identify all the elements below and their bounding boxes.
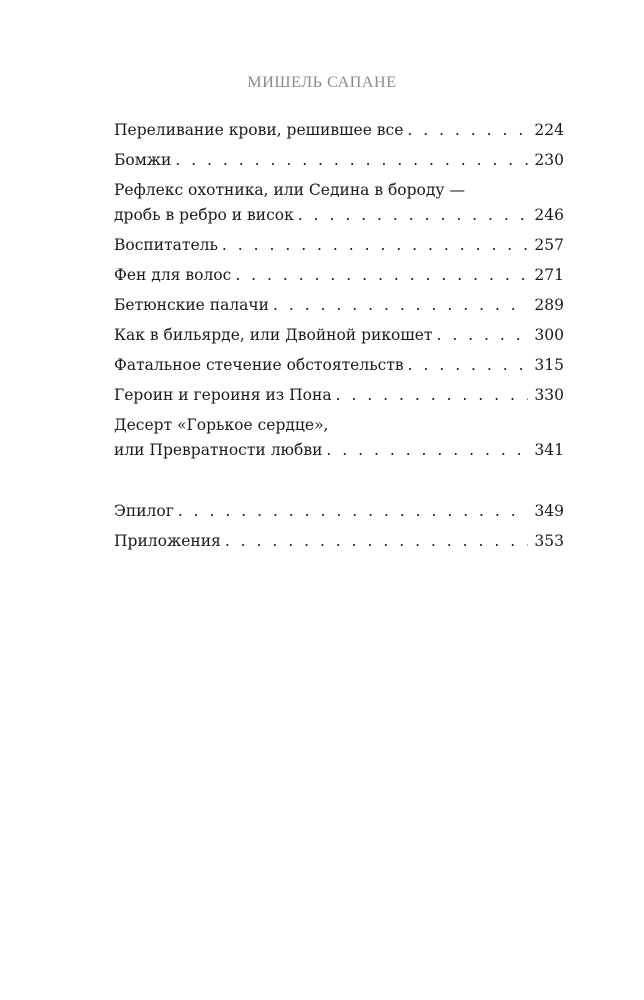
toc-entry-title-line1: Десерт «Горькое сердце», xyxy=(114,416,329,434)
dot-leader xyxy=(178,499,528,524)
toc-entry-page: 341 xyxy=(534,441,564,459)
toc-entry-title-line1: Рефлекс охотника, или Седина в бороду — xyxy=(114,181,465,199)
toc-entry xyxy=(114,148,564,173)
dot-leader xyxy=(336,383,528,408)
dot-leader xyxy=(175,148,528,173)
toc-entry xyxy=(114,118,564,143)
toc-entry-title: Фен для волос xyxy=(114,266,232,284)
toc-entry-title: Переливание крови, решившее все xyxy=(114,121,404,139)
toc-entry-title: Приложения xyxy=(114,532,221,550)
dot-leader xyxy=(408,353,528,378)
dot-leader xyxy=(235,263,528,288)
toc-entry-page: 330 xyxy=(534,386,564,404)
toc-entry-title: Бетюнские палачи xyxy=(114,296,269,314)
toc-entry-page: 271 xyxy=(534,266,564,284)
toc-entry-page: 224 xyxy=(534,121,564,139)
dot-leader xyxy=(298,203,528,228)
toc-entry-page: 246 xyxy=(534,206,564,224)
toc-entry xyxy=(114,178,564,228)
toc-entry xyxy=(114,413,564,463)
toc-entry xyxy=(114,233,564,258)
dot-leader xyxy=(326,438,528,463)
toc-entry-page: 257 xyxy=(534,236,564,254)
dot-leader xyxy=(273,293,528,318)
toc-entry-page: 230 xyxy=(534,151,564,169)
toc-entry-title: Как в бильярде, или Двойной рикошет xyxy=(114,326,433,344)
toc-entry-title: Воспитатель xyxy=(114,236,218,254)
dot-leader xyxy=(407,118,528,143)
toc-entry xyxy=(114,529,564,554)
dot-leader xyxy=(222,233,528,258)
toc-entry-title: Фатальное стечение обстоятельств xyxy=(114,356,404,374)
toc-entry-title: дробь в ребро и висок xyxy=(114,206,294,224)
toc-entry-page: 349 xyxy=(534,502,564,520)
toc-entry xyxy=(114,293,564,318)
dot-leader xyxy=(225,529,528,554)
toc-entry-title: Героин и героиня из Пона xyxy=(114,386,332,404)
toc-entry xyxy=(114,383,564,408)
toc-entry-page: 353 xyxy=(534,532,564,550)
table-of-contents xyxy=(114,118,564,559)
toc-entry xyxy=(114,323,564,348)
toc-entry-title: Эпилог xyxy=(114,502,174,520)
toc-entry-title: или Превратности любви xyxy=(114,441,323,459)
toc-entry-page: 315 xyxy=(534,356,564,374)
toc-entry xyxy=(114,263,564,288)
toc-entry-page: 289 xyxy=(534,296,564,314)
section-gap xyxy=(114,468,564,499)
toc-entry-page: 300 xyxy=(534,326,564,344)
toc-entry xyxy=(114,353,564,378)
dot-leader xyxy=(437,323,529,348)
toc-entry xyxy=(114,499,564,524)
toc-entry-title: Бомжи xyxy=(114,151,172,169)
running-head: МИШЕЛЬ САПАНЕ xyxy=(247,74,397,91)
